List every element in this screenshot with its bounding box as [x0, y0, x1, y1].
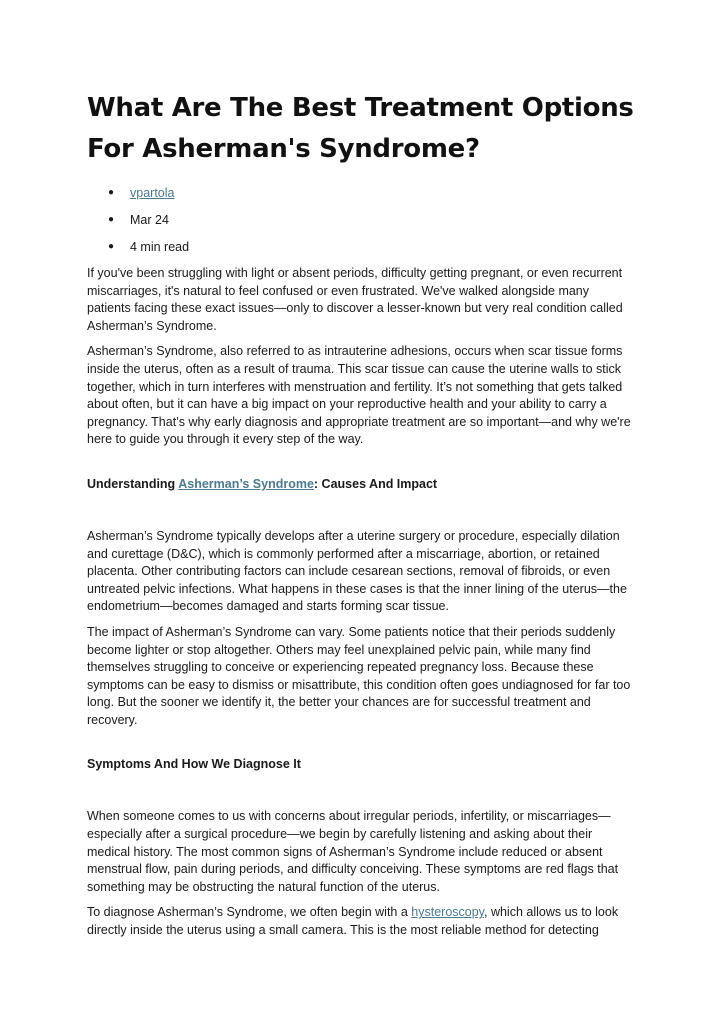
- body-paragraph: [87, 904, 635, 939]
- bullet-icon: ●: [108, 187, 115, 198]
- body-paragraph: Asherman’s Syndrome typically develops after a uterine surgery or procedure, especially dilation and curettage (D&C), which is commonly performed after a miscarriage, abortion, or retained placenta. Other contributing factors can include cesarean sections, removal of fibroids, or even untreated pelvic infections. What happens in these cases is that the inner lining of the uterus—the endometrium—becomes damaged and starts forming scar tissue.: [87, 528, 627, 614]
- intro-paragraph: If you've been struggling with light or absent periods, difficulty getting pregnant, or even recurrent miscarriages, it's natural to feel confused or even frustrated. We've walked alongside many patients facing these exact issues—only to discover a lesser-known but very real condition called Asherman’s Syndrome.: [87, 266, 623, 333]
- section-heading-understanding: [87, 476, 635, 493]
- article-title: What Are The Best Treatment Options For Asherman's Syndrome?: [87, 93, 634, 164]
- section-heading-symptoms: Symptoms And How We Diagnose It: [87, 757, 301, 772]
- author-link[interactable]: vpartola: [130, 186, 175, 200]
- publish-date: Mar 24: [130, 213, 169, 227]
- meta-author-item: [87, 184, 635, 202]
- bullet-icon: ●: [108, 214, 115, 225]
- article-meta-list: [87, 184, 635, 256]
- body-paragraph: The impact of Asherman’s Syndrome can vary. Some patients notice that their periods suddenly become lighter or stop altogether. Others may feel unexplained pelvic pain, while many find themselves struggling to conceive or experiencing repeated pregnancy loss. Because these symptoms can be easy to dismiss or misattribute, this condition often goes undiagnosed for far too long. But the sooner we identify it, the better your chances are for successful treatment and recovery.: [87, 624, 631, 727]
- read-time: 4 min read: [130, 240, 190, 254]
- ashermans-syndrome-link[interactable]: Asherman’s Syndrome: [178, 476, 314, 491]
- paragraph-text: To diagnose Asherman’s Syndrome, we often begin with a: [87, 905, 412, 920]
- meta-date-item: [87, 211, 635, 229]
- article: [87, 88, 635, 948]
- bullet-icon: ●: [108, 241, 115, 252]
- heading-text: Understanding: [87, 476, 179, 491]
- heading-text: : Causes And Impact: [313, 476, 438, 491]
- hysteroscopy-link[interactable]: hysteroscopy: [411, 905, 484, 920]
- body-paragraph: When someone comes to us with concerns about irregular periods, infertility, or miscarriages—especially after a surgical procedure—we begin by carefully listening and asking about their medical history. The most common signs of Asherman’s Syndrome include reduced or absent menstrual flow, pain during periods, and difficulty conceiving. These symptoms are red flags that something may be obstructing the natural function of the uterus.: [87, 809, 619, 894]
- intro-paragraph: Asherman’s Syndrome, also referred to as intrauterine adhesions, occurs when scar tissue forms inside the uterus, often as a result of trauma. This scar tissue can cause the uterine walls to stick together, which in turn interferes with menstruation and fertility. It’s not something that gets talked about often, but it can have a big impact on your reproductive health and your ability to carry a pregnancy. That’s why early diagnosis and appropriate treatment are so important—and why we're here to guide you through it every step of the way.: [87, 344, 631, 447]
- meta-read-time-item: [87, 238, 635, 256]
- paragraph-text: , which allows us to look directly inside the uterus using a small camera. This is the most reliable method for detecting: [87, 905, 619, 938]
